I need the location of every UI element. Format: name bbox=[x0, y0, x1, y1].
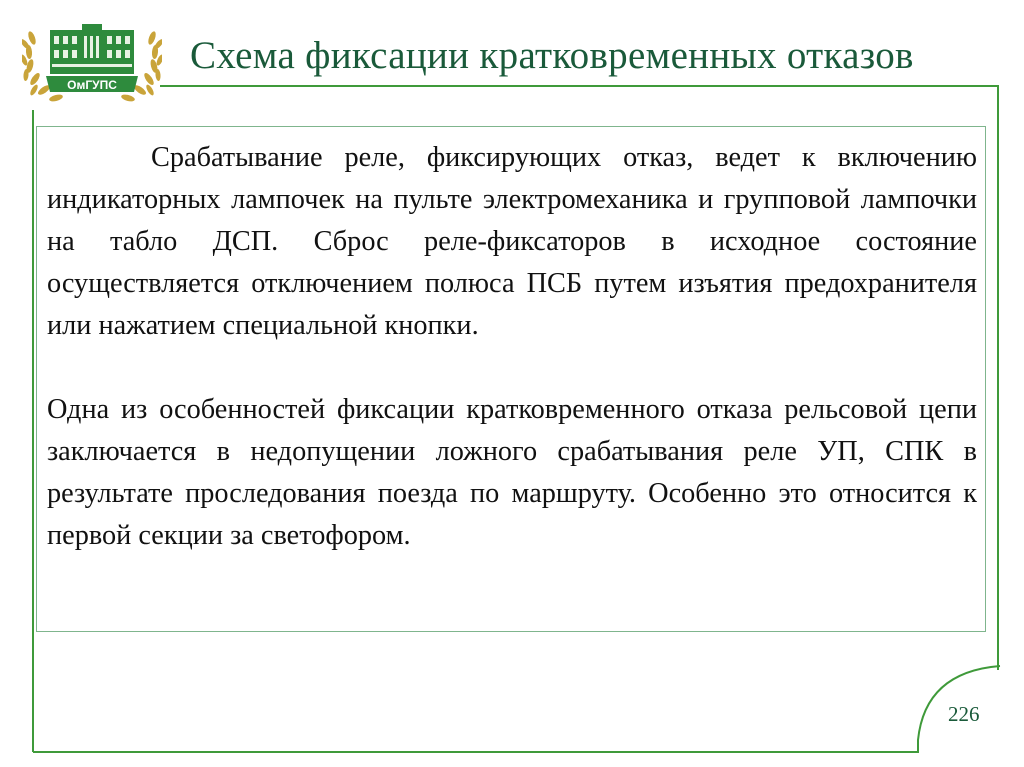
paragraph-track-circuit: Одна из особенностей фиксации кратковременного отказа рельсовой цепи заключается в недопущении ложного срабатывания реле УП, СПК в результате проследования поезда по маршруту. Особенно это относится к первой секции за светофором. bbox=[47, 394, 977, 551]
university-logo bbox=[22, 20, 162, 112]
paragraph-spacer bbox=[47, 347, 977, 389]
paragraph-relay-reset: Срабатывание реле, фиксирующих отказ, ведет к включению индикаторных лампочек на пульте электромеханика и групповой лампочки на табло ДСП. Сброс реле-фиксаторов в исходное состояние осуществляется отключением полюса ПСБ путем изъятия предохранителя или нажатием специальной кнопки. bbox=[47, 142, 977, 341]
page-number: 226 bbox=[948, 702, 980, 726]
building-icon bbox=[50, 24, 134, 74]
logo-caption: ОмГУПС bbox=[67, 78, 117, 92]
content-box bbox=[36, 126, 986, 632]
bottom-frame-curve bbox=[33, 666, 1000, 752]
slide-title: Схема фиксации кратковременных отказов bbox=[190, 34, 914, 77]
